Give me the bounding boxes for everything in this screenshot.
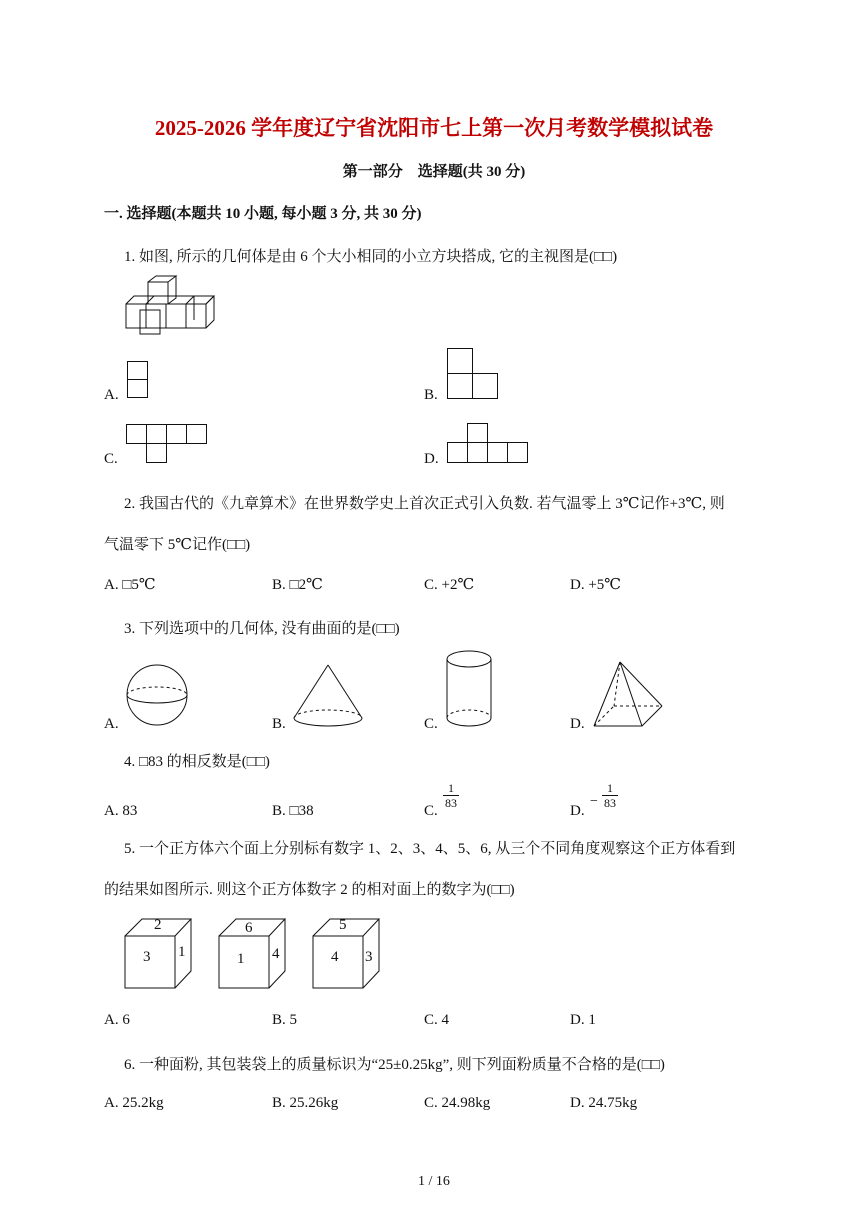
q1-option-d-label[interactable]: D. bbox=[424, 451, 439, 467]
q6-option-a[interactable]: A. 25.2kg bbox=[104, 1095, 164, 1111]
cube-side-number: 3 bbox=[365, 949, 373, 965]
page-title: 2025-2026 学年度辽宁省沈阳市七上第一次月考数学模拟试卷 bbox=[154, 116, 714, 140]
q1-option-b-figure[interactable] bbox=[447, 348, 501, 402]
q2-option-a[interactable]: A. □5℃ bbox=[104, 577, 156, 593]
cube-top-number: 6 bbox=[245, 920, 253, 936]
fraction-denominator: 83 bbox=[445, 796, 457, 810]
q5-option-a[interactable]: A. 6 bbox=[104, 1012, 130, 1028]
q4-option-a[interactable]: A. 83 bbox=[104, 803, 138, 819]
part-heading: 第一部分 选择题(共 30 分) bbox=[342, 164, 526, 180]
q3-option-b-label[interactable]: B. bbox=[272, 716, 286, 732]
section-heading: 一. 选择题(本题共 10 小题, 每小题 3 分, 共 30 分) bbox=[104, 206, 422, 222]
q3-option-c-label[interactable]: C. bbox=[424, 716, 438, 732]
q1-option-a-label[interactable]: A. bbox=[104, 387, 119, 403]
question-2-stem-line2: 气温零下 5℃记作(□□) bbox=[104, 537, 251, 553]
cube-view-3 bbox=[312, 918, 382, 990]
q1-option-c-figure[interactable] bbox=[126, 424, 210, 464]
q6-option-d[interactable]: D. 24.75kg bbox=[570, 1095, 638, 1111]
question-6-stem: 6. 一种面粉, 其包装袋上的质量标识为“25±0.25kg”, 则下列面粉质量不合格的是(□□) bbox=[124, 1057, 665, 1073]
q3-option-d-label[interactable]: D. bbox=[570, 716, 585, 732]
q1-option-d-figure[interactable] bbox=[447, 423, 531, 465]
question-5-stem-line2: 的结果如图所示. 则这个正方体数字 2 的相对面上的数字为(□□) bbox=[104, 882, 515, 898]
q1-option-b-label[interactable]: B. bbox=[424, 387, 438, 403]
q3-option-a-label[interactable]: A. bbox=[104, 716, 119, 732]
question-2-stem-line1: 2. 我国古代的《九章算术》在世界数学史上首次正式引入负数. 若气温零上 3℃记作+3℃, 则 bbox=[124, 496, 725, 512]
q4-option-c-fraction[interactable] bbox=[443, 781, 459, 810]
page-number: 1 / 16 bbox=[418, 1174, 450, 1189]
q1-option-c-label[interactable]: C. bbox=[104, 451, 118, 467]
cube-side-number: 4 bbox=[272, 946, 280, 962]
question-4-stem: 4. □83 的相反数是(□□) bbox=[124, 754, 270, 770]
question-1-stem: 1. 如图, 所示的几何体是由 6 个大小相同的小立方块搭成, 它的主视图是(□□) bbox=[124, 249, 618, 265]
q4-option-c-label[interactable]: C. bbox=[424, 803, 438, 819]
q1-solid-figure bbox=[124, 276, 224, 336]
q4-option-d-minus-sign: − bbox=[590, 794, 598, 809]
pyramid-figure[interactable] bbox=[592, 660, 664, 730]
question-3-stem: 3. 下列选项中的几何体, 没有曲面的是(□□) bbox=[124, 621, 400, 637]
q5-option-c[interactable]: C. 4 bbox=[424, 1012, 450, 1028]
q4-option-d-label[interactable]: D. bbox=[570, 803, 585, 819]
cube-front-number: 4 bbox=[331, 949, 339, 965]
q6-option-c[interactable]: C. 24.98kg bbox=[424, 1095, 491, 1111]
cube-front-number: 1 bbox=[237, 951, 245, 967]
cube-side-number: 1 bbox=[178, 944, 186, 960]
q2-option-c[interactable]: C. +2℃ bbox=[424, 577, 475, 593]
question-5-stem-line1: 5. 一个正方体六个面上分别标有数字 1、2、3、4、5、6, 从三个不同角度观察这个正方体看到 bbox=[124, 841, 736, 857]
fraction-denominator: 83 bbox=[604, 796, 616, 810]
q4-option-d-fraction[interactable] bbox=[602, 781, 618, 810]
sphere-figure[interactable] bbox=[126, 664, 190, 728]
q5-option-d[interactable]: D. 1 bbox=[570, 1012, 596, 1028]
q1-option-a-figure[interactable] bbox=[127, 361, 149, 401]
cone-figure[interactable] bbox=[292, 664, 364, 730]
cube-view-2 bbox=[218, 918, 288, 990]
q5-option-b[interactable]: B. 5 bbox=[272, 1012, 298, 1028]
q2-option-b[interactable]: B. □2℃ bbox=[272, 577, 323, 593]
cube-top-number: 5 bbox=[339, 917, 347, 933]
cylinder-figure[interactable] bbox=[446, 650, 494, 730]
cube-view-1 bbox=[124, 918, 194, 990]
q2-option-d[interactable]: D. +5℃ bbox=[570, 577, 622, 593]
cube-front-number: 3 bbox=[143, 949, 151, 965]
cube-top-number: 2 bbox=[154, 917, 162, 933]
q4-option-b[interactable]: B. □38 bbox=[272, 803, 314, 819]
fraction-numerator: 1 bbox=[448, 781, 454, 795]
q6-option-b[interactable]: B. 25.26kg bbox=[272, 1095, 339, 1111]
fraction-numerator: 1 bbox=[607, 781, 613, 795]
